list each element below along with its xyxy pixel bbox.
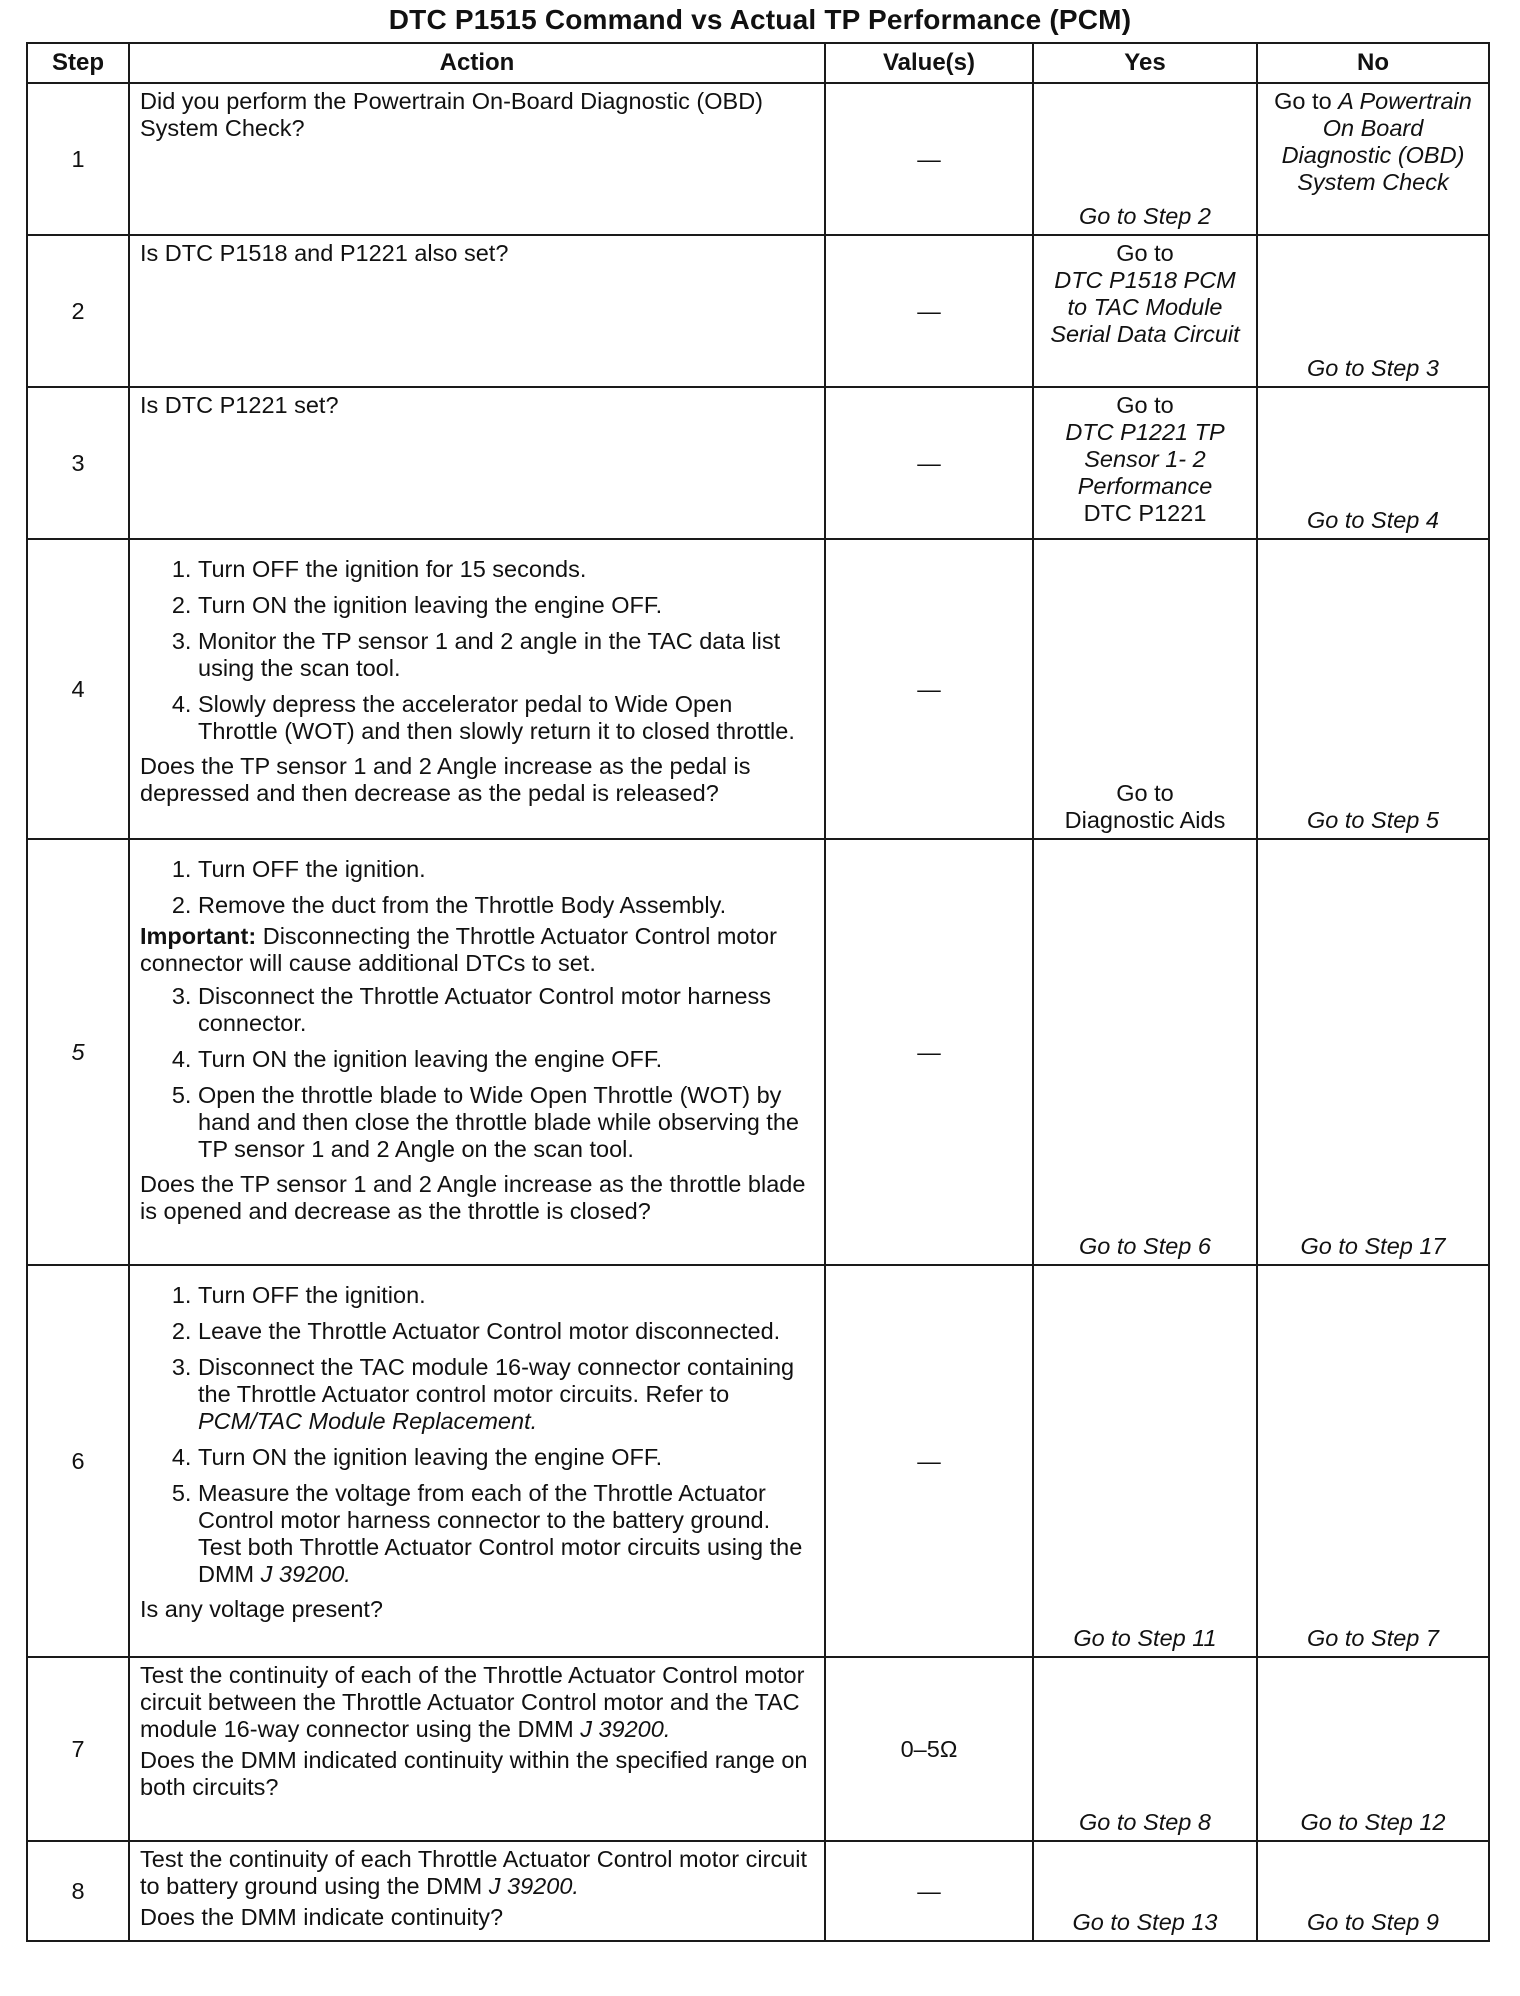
no-goto-prefix: Go to bbox=[1274, 88, 1332, 114]
yes-cell bbox=[1033, 83, 1257, 235]
yes-cell bbox=[1033, 1657, 1257, 1841]
table-row bbox=[27, 839, 1489, 1265]
yes-cell bbox=[1033, 839, 1257, 1265]
table-header-row bbox=[27, 43, 1489, 83]
action-question: Is DTC P1221 set? bbox=[140, 392, 339, 418]
tool-reference: J 39200. bbox=[488, 1873, 579, 1899]
step-number: 6 bbox=[27, 1265, 129, 1657]
action-instruction bbox=[140, 1662, 814, 1743]
header-values: Value(s) bbox=[825, 43, 1033, 83]
yes-goto-reference: DTC P1518 PCM to TAC Module Serial Data Circuit bbox=[1050, 267, 1240, 347]
action-cell bbox=[129, 539, 825, 839]
value-cell: — bbox=[825, 235, 1033, 387]
yes-goto-prefix: Go to bbox=[1116, 392, 1174, 418]
yes-cell bbox=[1033, 235, 1257, 387]
yes-goto: Go to Step 8 bbox=[1079, 1809, 1211, 1835]
tool-reference: J 39200. bbox=[260, 1561, 351, 1587]
action-question: Is DTC P1518 and P1221 also set? bbox=[140, 240, 509, 266]
action-question: Does the DMM indicated continuity within the specified range on both circuits? bbox=[140, 1747, 808, 1800]
list-item: 4. Turn ON the ignition leaving the engine OFF. bbox=[198, 1046, 814, 1073]
no-goto: Go to Step 7 bbox=[1307, 1625, 1439, 1651]
header-step: Step bbox=[27, 43, 129, 83]
value-cell: — bbox=[825, 387, 1033, 539]
no-goto: Go to Step 5 bbox=[1307, 807, 1439, 833]
value-cell: — bbox=[825, 539, 1033, 839]
list-item: 2. Remove the duct from the Throttle Body Assembly. bbox=[198, 892, 814, 919]
list-item: 1. Turn OFF the ignition. bbox=[198, 856, 814, 883]
important-note bbox=[140, 923, 814, 977]
table-row bbox=[27, 387, 1489, 539]
value-cell: — bbox=[825, 1841, 1033, 1941]
no-goto-reference: A Powertrain On Board Diagnostic (OBD) System Check bbox=[1281, 88, 1472, 195]
step-number: 2 bbox=[27, 235, 129, 387]
list-item: 3. Disconnect the Throttle Actuator Control motor harness connector. bbox=[198, 983, 814, 1037]
value-cell: 0–5Ω bbox=[825, 1657, 1033, 1841]
instruction-text: Test the continuity of each Throttle Actuator Control motor circuit to battery ground using the DMM bbox=[140, 1846, 808, 1899]
table-row bbox=[27, 539, 1489, 839]
list-item: 4. Slowly depress the accelerator pedal to Wide Open Throttle (WOT) and then slowly return it to closed throttle. bbox=[198, 691, 814, 745]
instruction-text: Test the continuity of each of the Throttle Actuator Control motor circuit between the Throttle Actuator Control motor and the TAC module 16-way connector using the DMM bbox=[140, 1662, 805, 1742]
no-cell bbox=[1257, 387, 1489, 539]
header-yes: Yes bbox=[1033, 43, 1257, 83]
table-row bbox=[27, 83, 1489, 235]
list-item: 3. Monitor the TP sensor 1 and 2 angle in the TAC data list using the scan tool. bbox=[198, 628, 814, 682]
yes-goto-suffix: DTC P1221 bbox=[1083, 500, 1207, 526]
action-question: Does the TP sensor 1 and 2 Angle increase as the pedal is depressed and then decrease as the pedal is released? bbox=[140, 753, 751, 806]
value-cell: — bbox=[825, 83, 1033, 235]
header-action: Action bbox=[129, 43, 825, 83]
step-number: 5 bbox=[27, 839, 129, 1265]
value-cell: — bbox=[825, 1265, 1033, 1657]
action-cell bbox=[129, 839, 825, 1265]
no-goto: Go to Step 12 bbox=[1300, 1809, 1446, 1835]
yes-goto-reference: DTC P1221 TP Sensor 1- 2 Performance bbox=[1065, 419, 1225, 499]
step-number: 1 bbox=[27, 83, 129, 235]
action-cell bbox=[129, 387, 825, 539]
table-row bbox=[27, 1841, 1489, 1941]
yes-cell bbox=[1033, 1841, 1257, 1941]
important-label: Important: bbox=[140, 923, 257, 949]
action-cell bbox=[129, 1265, 825, 1657]
yes-goto-prefix: Go to bbox=[1116, 780, 1174, 806]
table-row bbox=[27, 235, 1489, 387]
table-row bbox=[27, 1265, 1489, 1657]
no-cell bbox=[1257, 1841, 1489, 1941]
list-item: 2. Turn ON the ignition leaving the engine OFF. bbox=[198, 592, 814, 619]
action-question: Is any voltage present? bbox=[140, 1596, 383, 1622]
step-number: 4 bbox=[27, 539, 129, 839]
tool-reference: J 39200. bbox=[580, 1716, 671, 1742]
list-item bbox=[198, 1354, 814, 1435]
action-cell bbox=[129, 1657, 825, 1841]
step-number: 8 bbox=[27, 1841, 129, 1941]
yes-goto: Go to Step 2 bbox=[1079, 203, 1211, 229]
important-text: Disconnecting the Throttle Actuator Control motor connector will cause additional DTCs to set. bbox=[140, 923, 777, 976]
yes-goto-prefix: Go to bbox=[1116, 240, 1174, 266]
action-cell bbox=[129, 1841, 825, 1941]
action-cell bbox=[129, 235, 825, 387]
yes-goto-target: Diagnostic Aids bbox=[1064, 807, 1226, 833]
list-item: 1. Turn OFF the ignition for 15 seconds. bbox=[198, 556, 814, 583]
no-cell bbox=[1257, 539, 1489, 839]
procedure-reference: PCM/TAC Module Replacement. bbox=[198, 1408, 538, 1434]
yes-cell bbox=[1033, 387, 1257, 539]
no-cell bbox=[1257, 235, 1489, 387]
no-goto: Go to Step 4 bbox=[1307, 507, 1439, 533]
procedure-list bbox=[140, 983, 814, 1163]
procedure-list bbox=[140, 556, 814, 745]
list-item-text: Measure the voltage from each of the Throttle Actuator Control motor harness connector to the battery ground. Test both Throttle Actuator Control motor circuits using the DMM bbox=[198, 1480, 803, 1587]
yes-goto: Go to Step 6 bbox=[1079, 1233, 1211, 1259]
diagnostic-table bbox=[26, 42, 1490, 1942]
action-question: Does the TP sensor 1 and 2 Angle increase as the throttle blade is opened and decrease as the throttle is closed? bbox=[140, 1171, 806, 1224]
yes-cell bbox=[1033, 539, 1257, 839]
no-goto: Go to Step 9 bbox=[1307, 1909, 1439, 1935]
list-item-text: Disconnect the TAC module 16-way connector containing the Throttle Actuator control motor circuits. Refer to bbox=[198, 1354, 795, 1407]
header-no: No bbox=[1257, 43, 1489, 83]
list-item bbox=[198, 1480, 814, 1588]
list-item: 1. Turn OFF the ignition. bbox=[198, 1282, 814, 1309]
no-cell bbox=[1257, 1265, 1489, 1657]
value-cell: — bbox=[825, 839, 1033, 1265]
no-cell bbox=[1257, 1657, 1489, 1841]
action-cell bbox=[129, 83, 825, 235]
yes-goto: Go to Step 11 bbox=[1073, 1625, 1217, 1651]
page-title: DTC P1515 Command vs Actual TP Performance (PCM) bbox=[388, 4, 1132, 35]
action-question: Did you perform the Powertrain On-Board Diagnostic (OBD) System Check? bbox=[140, 88, 763, 141]
procedure-list bbox=[140, 856, 814, 919]
no-goto: Go to Step 3 bbox=[1307, 355, 1439, 381]
list-item: 4. Turn ON the ignition leaving the engine OFF. bbox=[198, 1444, 814, 1471]
procedure-list bbox=[140, 1282, 814, 1588]
action-question: Does the DMM indicate continuity? bbox=[140, 1904, 504, 1930]
list-item: 2. Leave the Throttle Actuator Control motor disconnected. bbox=[198, 1318, 814, 1345]
step-number: 3 bbox=[27, 387, 129, 539]
list-item: 5. Open the throttle blade to Wide Open Throttle (WOT) by hand and then close the throttle blade while observing the TP sensor 1 and 2 Angle on the scan tool. bbox=[198, 1082, 814, 1163]
no-cell bbox=[1257, 839, 1489, 1265]
step-number: 7 bbox=[27, 1657, 129, 1841]
action-instruction bbox=[140, 1846, 814, 1900]
table-row bbox=[27, 1657, 1489, 1841]
no-cell bbox=[1257, 83, 1489, 235]
no-goto: Go to Step 17 bbox=[1300, 1233, 1446, 1259]
yes-goto: Go to Step 13 bbox=[1072, 1909, 1218, 1935]
yes-cell bbox=[1033, 1265, 1257, 1657]
